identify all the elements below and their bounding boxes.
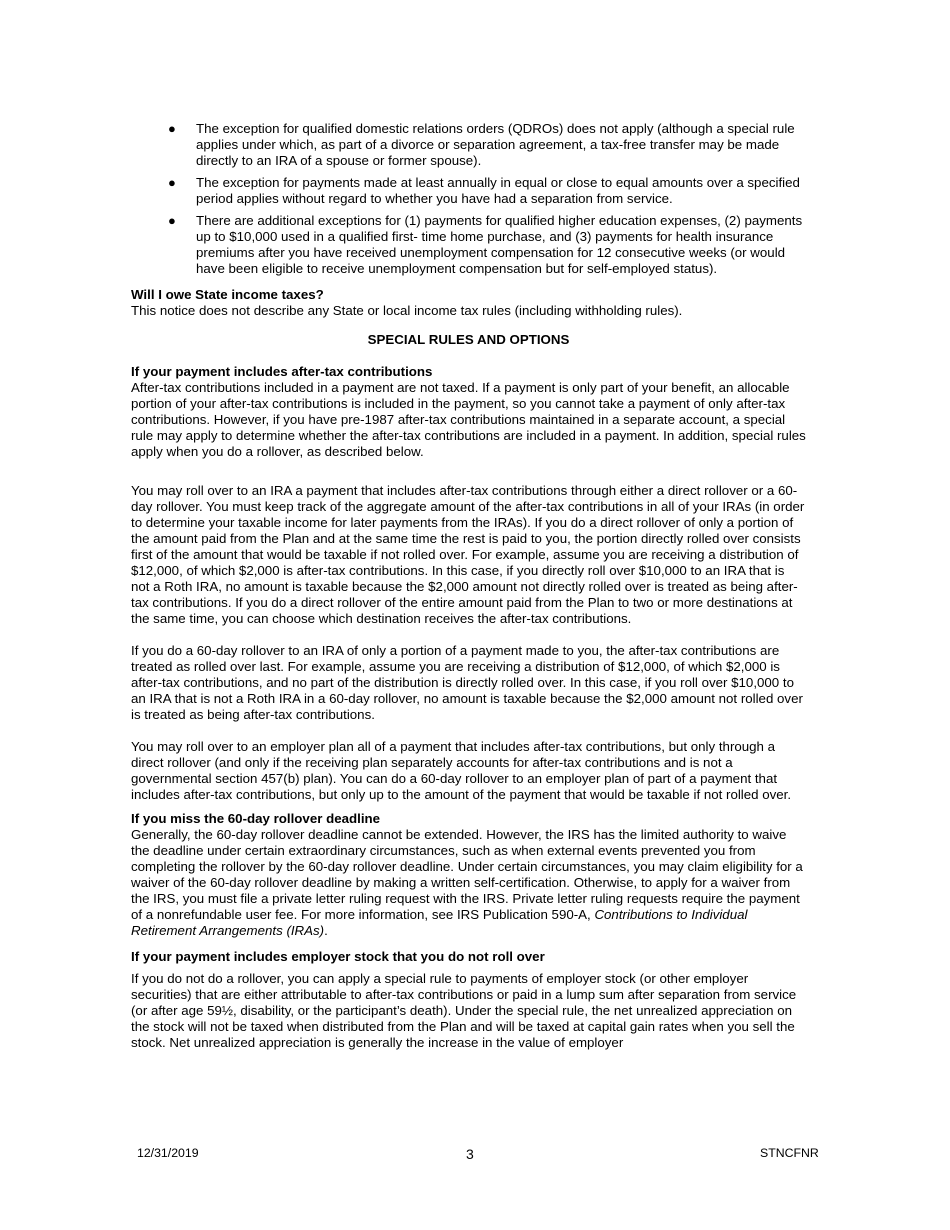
employer-stock-body: If you do not do a rollover, you can apply a special rule to payments of employer stock (or other employer securities) that are either attributable to after-tax contributions or paid in a lump sum after separation from service (or after age 59½, disability, or the participant’s death). Under the special rule, the net unrealized appreciation on the stock will not be taxed when distributed from the Plan and will be taxed at capital gain rates when you sell the stock. Net unrealized appreciation is generally the increase in the value of employer <box>131 971 797 1050</box>
missed-deadline-body <box>131 827 806 939</box>
bullet-text: The exception for qualified domestic relations orders (QDROs) does not apply (although a special rule applies under which, as part of a divorce or separation agreement, a tax-free transfer may be made directly to an IRA of a spouse or former spouse). <box>196 121 795 168</box>
after-tax-heading: If your payment includes after-tax contributions <box>131 364 433 379</box>
document-page <box>131 121 806 1051</box>
bullet-icon: ● <box>168 175 176 190</box>
after-tax-paragraph-2: You may roll over to an IRA a payment that includes after-tax contributions through either a direct rollover or a 60-day rollover. You must keep track of the aggregate amount of the after-tax contributions in all of your IRAs (in order to determine your taxable income for later payments from the IRAs). If you do a direct rollover of only a portion of the amount paid from the Plan and at the same time the rest is paid to you, the portion directly rolled over consists first of the amount that would be taxable if not rolled over. For example, assume you are receiving a distribution of $12,000, of which $2,000 is after-tax contributions. In this case, if you directly roll over $10,000 to an IRA that is not a Roth IRA, no amount is taxable because the $2,000 amount not directly rolled over is treated as being after-tax contributions. If you do a direct rollover of the entire amount paid from the Plan to two or more destinations at the same time, you can choose which destination receives the after-tax contributions. <box>131 483 805 626</box>
missed-deadline-heading: If you miss the 60-day rollover deadline <box>131 811 381 826</box>
bullet-text: There are additional exceptions for (1) payments for qualified higher education expenses, (2) payments up to $10,000 used in a qualified first- time home purchase, and (3) payments for health insurance premiums after you have received unemployment compensation for 12 consecutive weeks (or would have been eligible to receive unemployment compensation but for self-employed status). <box>196 213 803 276</box>
document-code: STNCFNR <box>760 1146 819 1160</box>
bullet-icon: ● <box>168 213 176 228</box>
employer-stock-heading: If your payment includes employer stock that you do not roll over <box>131 949 545 964</box>
bullet-icon: ● <box>168 121 176 136</box>
list-item <box>131 121 806 169</box>
footer-date: 12/31/2019 <box>137 1146 199 1160</box>
missed-deadline-text: Generally, the 60-day rollover deadline cannot be extended. However, the IRS has the limited authority to waive the deadline under certain extraordinary circumstances, such as when external events prevented you from completing the rollover by the 60-day rollover deadline. Under certain circumstances, you may claim eligibility for a waiver of the 60-day rollover deadline by making a written self-certification. Otherwise, to apply for a waiver from the IRS, you must file a private letter ruling request with the IRS. Private letter ruling requests require the payment of a nonrefundable user fee. For more information, see IRS Publication 590-A, <box>131 827 803 922</box>
after-tax-paragraph-3: If you do a 60-day rollover to an IRA of only a portion of a payment made to you, the after-tax contributions are treated as rolled over last. For example, assume you are receiving a distribution of $12,000, of which $2,000 is after-tax contributions, and no part of the distribution is directly rolled over. In this case, if you roll over $10,000 to an IRA that is not a Roth IRA in a 60-day rollover, no amount is taxable because the $2,000 amount not rolled over is treated as being after-tax contributions. <box>131 643 803 722</box>
special-rules-heading: SPECIAL RULES AND OPTIONS <box>367 332 570 347</box>
missed-deadline-end: . <box>324 923 328 938</box>
after-tax-paragraph-4: You may roll over to an employer plan all of a payment that includes after-tax contributions, but only through a direct rollover (and only if the receiving plan separately accounts for after-tax contributions and is not a governmental section 457(b) plan). You can do a 60-day rollover to an employer plan of part of a payment that includes after-tax contributions, but only up to the amount of the payment that would be taxable if not rolled over. <box>131 739 792 802</box>
list-item <box>131 213 806 277</box>
page-number: 3 <box>466 1146 474 1162</box>
bullet-text: The exception for payments made at least annually in equal or close to equal amounts over a specified period applies without regard to whether you have had a separation from service. <box>196 175 800 206</box>
exceptions-list <box>131 121 806 277</box>
after-tax-paragraph-1: After-tax contributions included in a payment are not taxed. If a payment is only part of your benefit, an allocable portion of your after-tax contributions is included in the payment, so you cannot take a payment of only after-tax contributions. However, if you have pre-1987 after-tax contributions maintained in a separate account, a special rule may apply to determine whether the after-tax contributions are included in a payment. In addition, special rules apply when you do a rollover, as described below. <box>131 380 806 459</box>
list-item <box>131 175 806 207</box>
state-tax-heading: Will I owe State income taxes? <box>131 287 324 302</box>
publication-title: Contributions to Individual Retirement Arrangements (IRAs) <box>131 907 748 938</box>
state-tax-body: This notice does not describe any State or local income tax rules (including withholding rules). <box>131 303 683 318</box>
